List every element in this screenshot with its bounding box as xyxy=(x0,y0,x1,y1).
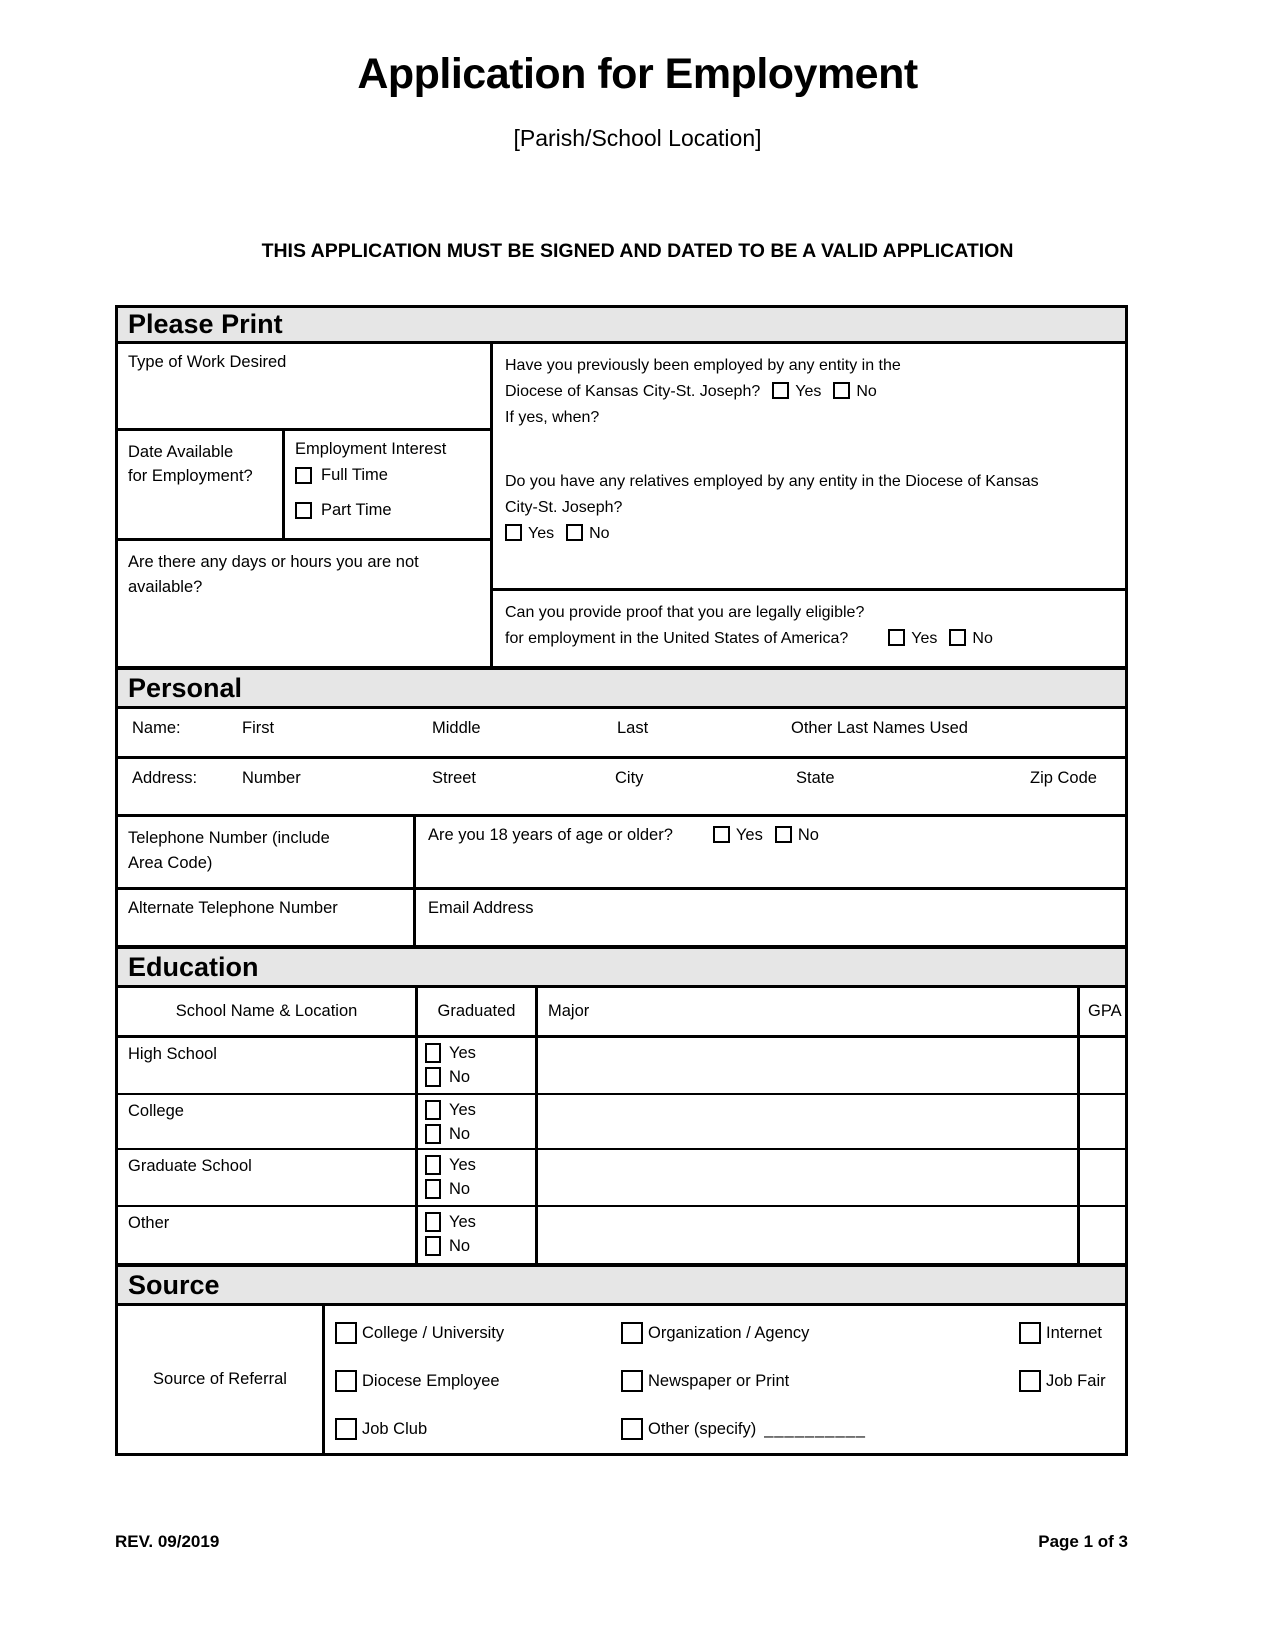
part-time-label: Part Time xyxy=(321,501,392,519)
previous-employment-field xyxy=(493,344,1125,591)
availability-interest-row xyxy=(118,431,490,541)
other-school-label: Other xyxy=(118,1207,418,1263)
part-time-checkbox[interactable] xyxy=(295,502,312,519)
education-table-header xyxy=(118,988,1125,1038)
eligible-yes-label: Yes xyxy=(911,630,938,647)
section-header-personal xyxy=(118,666,1125,709)
no-label: No xyxy=(449,1179,471,1198)
previously-employed-yes-checkbox[interactable] xyxy=(772,382,789,399)
source-option-newspaper xyxy=(621,1357,1019,1405)
no-label: No xyxy=(449,1124,471,1143)
source-other-label: Other (specify) xyxy=(648,1419,757,1438)
age-yes-checkbox[interactable] xyxy=(713,826,730,843)
eligibility-field xyxy=(493,591,1125,666)
eligible-yes-checkbox[interactable] xyxy=(888,629,905,646)
eligibility-question-line1: Can you provide proof that you are legally eligible? xyxy=(505,604,865,621)
previously-employed-no-label: No xyxy=(856,383,877,400)
please-print-body xyxy=(118,344,1125,666)
college-graduated-no-checkbox[interactable] xyxy=(425,1124,441,1144)
high-school-graduated-yes-checkbox[interactable] xyxy=(425,1043,441,1063)
yes-label: Yes xyxy=(449,1100,476,1119)
address-label: Address: xyxy=(132,769,198,787)
name-label: Name: xyxy=(132,719,181,737)
high-school-gpa-field[interactable] xyxy=(1080,1038,1125,1093)
section-title-personal: Personal xyxy=(128,672,243,703)
eligible-no-label: No xyxy=(972,630,993,647)
source-newspaper-label: Newspaper or Print xyxy=(648,1371,790,1390)
relatives-no-checkbox[interactable] xyxy=(566,524,583,541)
source-organization-label: Organization / Agency xyxy=(648,1323,810,1342)
education-col-school: School Name & Location xyxy=(118,988,418,1035)
address-row-field[interactable] xyxy=(118,759,1125,817)
source-internet-checkbox[interactable] xyxy=(1019,1322,1041,1344)
graduate-school-gpa-field[interactable] xyxy=(1080,1150,1125,1205)
source-option-job-fair xyxy=(1019,1357,1125,1405)
education-row-college xyxy=(118,1095,1125,1150)
source-college-checkbox[interactable] xyxy=(335,1322,357,1344)
college-graduated-yes-checkbox[interactable] xyxy=(425,1100,441,1120)
type-of-work-label: Type of Work Desired xyxy=(128,353,287,371)
education-row-graduate-school xyxy=(118,1150,1125,1207)
relatives-question-line2: City-St. Joseph? xyxy=(505,499,623,516)
other-gpa-field[interactable] xyxy=(1080,1207,1125,1263)
section-title-source: Source xyxy=(128,1269,220,1300)
alternate-telephone-label: Alternate Telephone Number xyxy=(128,899,338,917)
email-field[interactable] xyxy=(416,890,1125,945)
source-job-fair-label: Job Fair xyxy=(1046,1371,1106,1390)
telephone-age-row xyxy=(118,817,1125,890)
high-school-graduated-no-checkbox[interactable] xyxy=(425,1067,441,1087)
validity-notice: THIS APPLICATION MUST BE SIGNED AND DATED TO BE A VALID APPLICATION xyxy=(261,240,1014,262)
revision-label: REV. 09/2019 xyxy=(115,1532,220,1551)
previously-employed-no-checkbox[interactable] xyxy=(833,382,850,399)
college-gpa-field[interactable] xyxy=(1080,1095,1125,1148)
other-major-field[interactable] xyxy=(538,1207,1080,1263)
page-footer xyxy=(115,1532,1128,1552)
graduate-school-major-field[interactable] xyxy=(538,1150,1080,1205)
source-internet-label: Internet xyxy=(1046,1323,1102,1342)
telephone-label-line2: Area Code) xyxy=(128,854,213,872)
age-question-label: Are you 18 years of age or older? xyxy=(428,826,673,844)
graduate-school-label: Graduate School xyxy=(118,1150,418,1205)
source-organization-checkbox[interactable] xyxy=(621,1322,643,1344)
yes-label: Yes xyxy=(449,1155,476,1174)
source-option-college xyxy=(335,1309,621,1357)
section-header-source xyxy=(118,1263,1125,1306)
email-label: Email Address xyxy=(428,899,534,917)
please-print-left-column xyxy=(118,344,493,666)
date-available-field[interactable] xyxy=(118,431,285,538)
other-graduated-yes-checkbox[interactable] xyxy=(425,1212,441,1232)
graduate-school-graduated-yes-checkbox[interactable] xyxy=(425,1155,441,1175)
college-major-field[interactable] xyxy=(538,1095,1080,1148)
source-college-label: College / University xyxy=(362,1323,505,1342)
education-col-gpa: GPA xyxy=(1088,1002,1122,1020)
source-job-club-label: Job Club xyxy=(362,1419,428,1438)
name-other-label: Other Last Names Used xyxy=(791,719,968,737)
alternate-contact-row xyxy=(118,890,1125,945)
alternate-telephone-field[interactable] xyxy=(118,890,416,945)
eligible-no-checkbox[interactable] xyxy=(949,629,966,646)
name-first-label: First xyxy=(242,719,275,737)
other-graduated-cell xyxy=(418,1207,538,1263)
high-school-major-field[interactable] xyxy=(538,1038,1080,1093)
college-label: College xyxy=(118,1095,418,1148)
date-available-label-line1: Date Available xyxy=(128,443,234,461)
relatives-answer-row xyxy=(505,521,1113,547)
source-option-other xyxy=(621,1405,1019,1453)
no-label: No xyxy=(449,1236,471,1255)
source-option-organization xyxy=(621,1309,1019,1357)
source-option-job-club xyxy=(335,1405,621,1453)
date-available-label-line2: for Employment? xyxy=(128,467,253,485)
if-yes-when-label: If yes, when? xyxy=(505,409,600,426)
section-title-education: Education xyxy=(128,951,259,982)
yes-label: Yes xyxy=(449,1212,476,1231)
eligibility-question-text: for employment in the United States of America? xyxy=(505,630,849,647)
address-number-label: Number xyxy=(242,769,301,787)
address-city-label: City xyxy=(615,769,644,787)
full-time-checkbox[interactable] xyxy=(295,467,312,484)
no-label: No xyxy=(449,1067,471,1086)
education-row-other xyxy=(118,1207,1125,1263)
source-job-fair-checkbox[interactable] xyxy=(1019,1370,1041,1392)
telephone-label-line1: Telephone Number (include xyxy=(128,829,330,847)
graduate-school-graduated-no-checkbox[interactable] xyxy=(425,1179,441,1199)
employment-interest-label: Employment Interest xyxy=(295,440,447,458)
previously-employed-question-text: Diocese of Kansas City-St. Joseph? xyxy=(505,383,761,400)
unavailable-days-label-line1: Are there any days or hours you are not xyxy=(128,553,419,571)
full-time-option xyxy=(295,466,480,485)
high-school-graduated-cell xyxy=(418,1038,538,1093)
unavailable-days-field[interactable] xyxy=(118,541,490,666)
name-last-label: Last xyxy=(617,719,649,737)
source-row xyxy=(118,1306,1125,1453)
education-row-high-school xyxy=(118,1038,1125,1095)
part-time-option xyxy=(295,501,480,520)
section-header-education xyxy=(118,945,1125,988)
please-print-right-column xyxy=(493,344,1125,666)
other-graduated-no-checkbox[interactable] xyxy=(425,1236,441,1256)
source-job-club-checkbox[interactable] xyxy=(335,1418,357,1440)
source-diocese-employee-checkbox[interactable] xyxy=(335,1370,357,1392)
address-zip-label: Zip Code xyxy=(1030,769,1097,787)
relatives-yes-label: Yes xyxy=(528,525,555,542)
relatives-question-line1: Do you have any relatives employed by any entity in the Diocese of Kansas xyxy=(505,473,1039,490)
page-number: Page 1 of 3 xyxy=(1038,1532,1128,1551)
relatives-yes-checkbox[interactable] xyxy=(505,524,522,541)
page-title: Application for Employment xyxy=(357,50,918,98)
application-form xyxy=(115,305,1128,1456)
previously-employed-yes-label: Yes xyxy=(795,383,822,400)
age-no-label: No xyxy=(797,826,819,844)
section-title-please-print: Please Print xyxy=(128,309,283,339)
name-middle-label: Middle xyxy=(432,719,481,737)
source-option-empty xyxy=(1019,1405,1125,1453)
page-subtitle: [Parish/School Location] xyxy=(513,125,762,151)
telephone-field[interactable] xyxy=(118,817,416,887)
address-street-label: Street xyxy=(432,769,477,787)
education-col-graduated: Graduated xyxy=(418,988,538,1035)
spacer xyxy=(505,431,1113,469)
source-option-internet xyxy=(1019,1309,1125,1357)
college-graduated-cell xyxy=(418,1095,538,1148)
age-question-field xyxy=(416,817,1125,887)
unavailable-days-label-line2: available? xyxy=(128,578,203,596)
graduate-school-graduated-cell xyxy=(418,1150,538,1205)
eligibility-question-line2 xyxy=(505,626,1113,652)
source-diocese-employee-label: Diocese Employee xyxy=(362,1371,500,1390)
age-no-checkbox[interactable] xyxy=(775,826,792,843)
previously-employed-question-line2 xyxy=(505,379,1113,405)
full-time-label: Full Time xyxy=(321,466,388,484)
source-newspaper-checkbox[interactable] xyxy=(621,1370,643,1392)
relatives-no-label: No xyxy=(589,525,610,542)
source-option-diocese-employee xyxy=(335,1357,621,1405)
name-row-field[interactable] xyxy=(118,709,1125,759)
address-state-label: State xyxy=(796,769,835,787)
source-other-blank-field[interactable]: __________ xyxy=(764,1419,866,1438)
previously-employed-question-line1: Have you previously been employed by any entity in the xyxy=(505,357,901,374)
education-col-major: Major xyxy=(538,988,1080,1035)
source-options xyxy=(325,1306,1125,1453)
type-of-work-field[interactable] xyxy=(118,344,490,431)
source-of-referral-label: Source of Referral xyxy=(118,1306,325,1453)
employment-interest-field xyxy=(285,431,490,538)
age-yes-label: Yes xyxy=(735,826,763,844)
section-header-please-print xyxy=(118,308,1125,344)
high-school-label: High School xyxy=(118,1038,418,1093)
yes-label: Yes xyxy=(449,1043,476,1062)
source-other-checkbox[interactable] xyxy=(621,1418,643,1440)
